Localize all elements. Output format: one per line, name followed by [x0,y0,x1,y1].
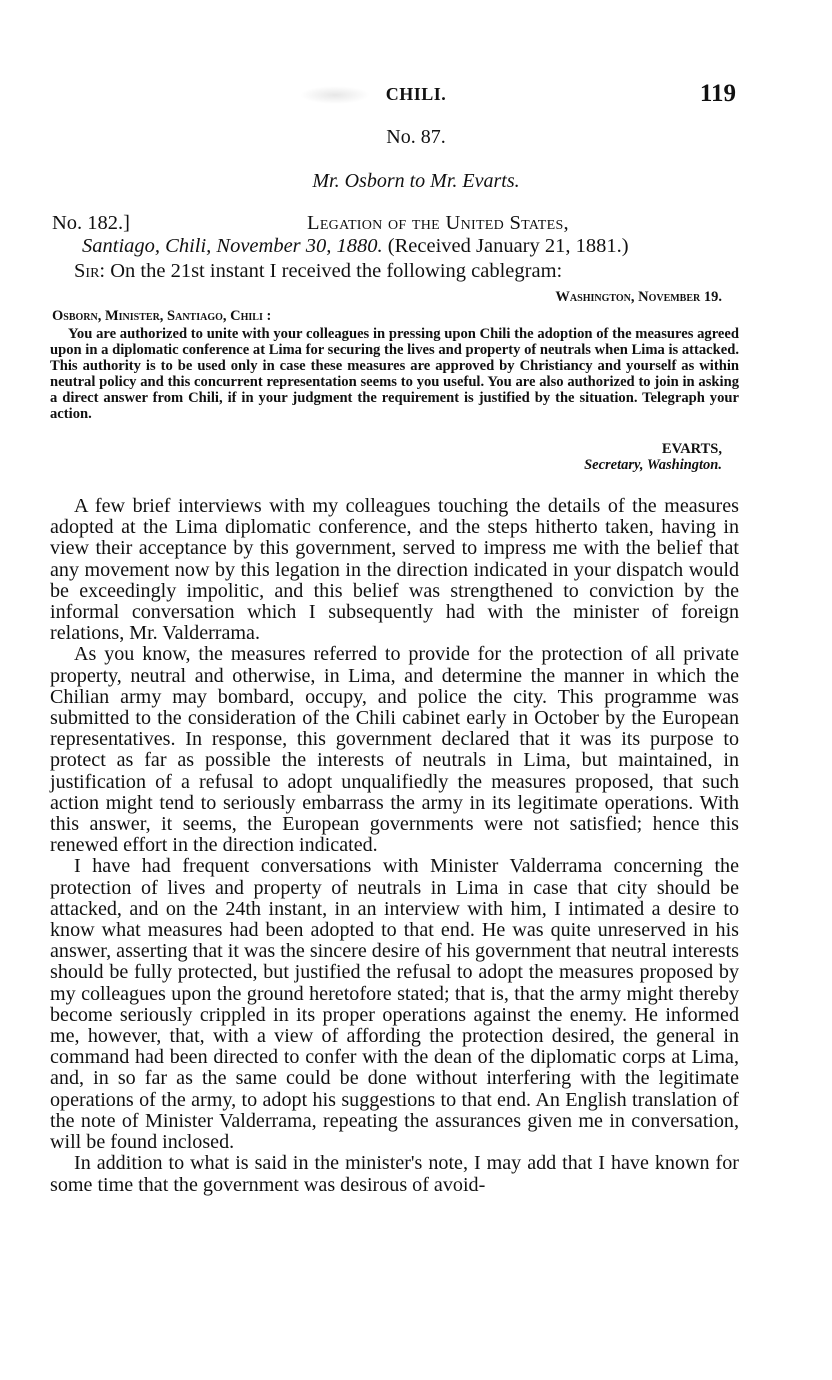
salutation [74,260,744,283]
salutation-lead: Sir [74,260,100,282]
place-date-line [82,235,742,258]
document-number: No. 87. [386,126,446,148]
salutation-text: : On the 21st instant I received the following cablegram: [99,260,563,282]
place-date: Santiago, Chili, November 30, 1880. [82,235,383,257]
legation-name: Legation of the United States, [307,212,569,234]
signature-name: EVARTS, [661,441,722,457]
running-head-title: CHILI. [385,84,447,104]
running-head [0,80,832,110]
letter-heading: Mr. Osborn to Mr. Evarts. [312,170,520,192]
paragraph: As you know, the measures referred to provide for the protection of all private property, neutral and otherwise, in Lima, and determine the manner in which the Chilian army may bombard, occupy, and police the city. This programme was submitted to the consideration of the Chili cabinet early in October by the European representatives. In response, this government declared that it was its purpose to protect as far as possible the interests of neutrals in Lima, but maintained, in justification of a refusal to adopt unqualifiedly the measures proposed, that such action might tend to seriously embarrass the army in its legitimate operations. With this answer, it seems, the European governments were not satisfied; hence this renewed effort in the direction indicated. [50,643,739,857]
page-number: 119 [699,80,736,107]
cablegram-date: Washington, November 19. [555,289,722,305]
paragraph: I have had frequent conversations with Minister Valderrama concerning the protection of lives and property of neutrals in Lima in case that city should be attacked, and on the 24th instant, in an interview with him, I intimated a desire to know what measures had been adopted to that end. He was quite unreserved in his answer, asserting that it was the sincere desire of his government that neutral interests should be fully protected, but justified the refusal to adopt the measures proposed by my colleagues upon the ground heretofore stated; that is, that the army might thereby become seriously crippled in its proper operations against the enemy. He informed me, however, that, with a view of affording the protection desired, the general in command had been directed to confer with the dean of the diplomatic corps at Lima, and, in so far as the same could be done without interfering with the legitimate operations of the army, to adopt his suggestions to that end. An English translation of the note of Minister Valderrama, repeating the assurances given me in conversation, will be found inclosed. [50,855,739,1154]
cablegram-body: You are authorized to unite with your colleagues in pressing upon Chili the adoption of the measures agreed upon in a diplomatic conference at Lima for securing the lives and property of neutrals when Lima is attacked. This authority is to be used only in case these measures are approved by Christiancy and yourself as within neutral policy and this concurrent representation seems to you useful. You are also authorized to join in asking a direct answer from Chili, if in your judgment the requirement is justified by the situation. Telegraph your action. [50,326,739,422]
letter-body [50,496,739,1196]
paragraph: In addition to what is said in the minister's note, I may add that I have known for some time that the government was desirous of avoid- [50,1152,739,1196]
dispatch-number: No. 182.] [52,212,131,234]
received-date: (Received January 21, 1881.) [387,235,629,257]
signature-title: Secretary, Washington. [584,457,722,473]
paragraph: A few brief interviews with my colleagues touching the details of the measures adopted at the Lima diplomatic conference, and the steps hitherto taken, having in view their acceptance by this government, served to impress me with the belief that any movement now by this legation in the direction indicated in your dispatch would be exceedingly impolitic, and this belief was strengthened to conviction by the informal conversation which I subsequently had with the minister of foreign relations, Mr. Valderrama. [50,495,739,645]
cablegram-addressee: Osborn, Minister, Santiago, Chili : [52,308,272,324]
